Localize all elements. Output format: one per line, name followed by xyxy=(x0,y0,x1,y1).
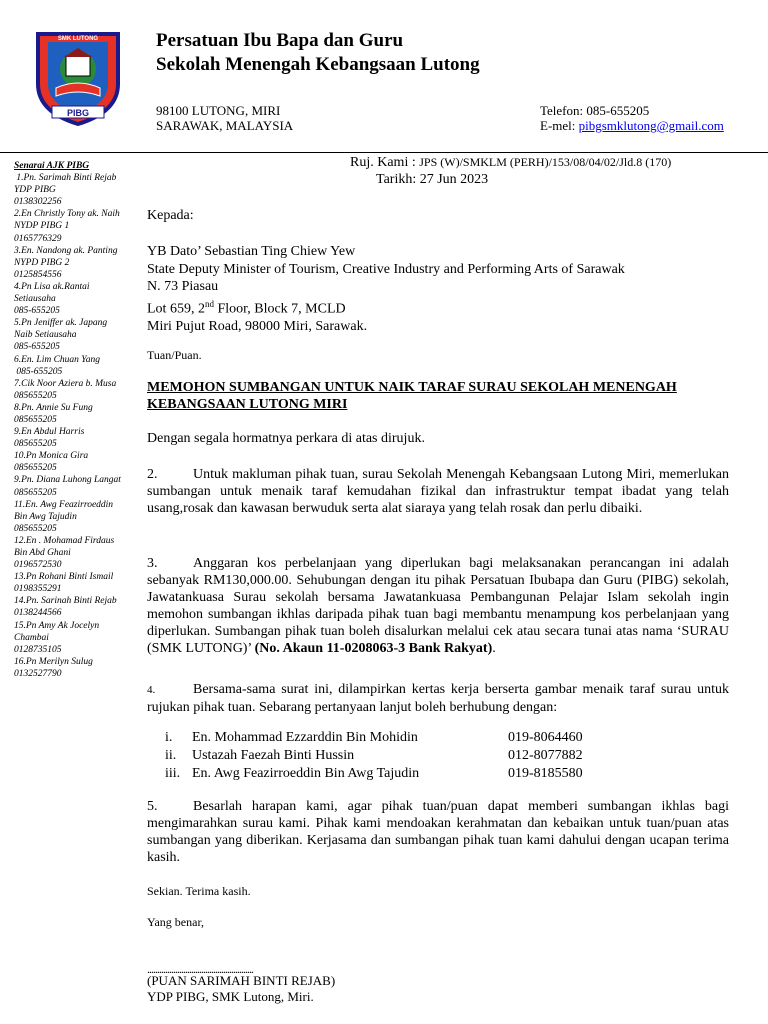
list-item: iii. En. Awg Feazirroeddin Bin Awg Tajudin 019-8185580 xyxy=(165,766,583,781)
paragraph-4: 4. Bersama-sama surat ini, dilampirkan kertas kerja berserta gambar menaik taraf surau untuk rujukan pihak tuan. Sebarang pertanyaan lanjut boleh berhubung dengan: xyxy=(147,682,729,715)
committee-line: 0128735105 xyxy=(14,644,62,655)
committee-line: Chambai xyxy=(14,632,49,643)
committee-line: 2.En Christly Tony ak. Naih xyxy=(14,209,120,220)
address-line: SARAWAK, MALAYSIA xyxy=(156,118,294,133)
email-row xyxy=(540,118,724,133)
committee-line: NYDP PIBG 1 xyxy=(14,221,70,232)
committee-line: 9.En Abdul Harris xyxy=(14,427,85,438)
list-item: i. En. Mohammad Ezzarddin Bin Mohidin 019-8064460 xyxy=(165,730,583,745)
committee-line: 0196572530 xyxy=(14,560,62,571)
committee-line: 0165776329 xyxy=(14,233,62,244)
committee-line: 0125854556 xyxy=(14,269,62,280)
signature-line: ..................................................... xyxy=(147,962,253,976)
committee-line: 0132527790 xyxy=(14,668,62,679)
committee-line: Naib Setiausaha xyxy=(14,330,77,341)
committee-line: 085-655205 xyxy=(14,342,60,353)
letter-date: Tarikh: 27 Jun 2023 xyxy=(376,172,489,187)
committee-line: 16.Pn Merilyn Sulug xyxy=(14,656,93,667)
committee-line: 085655205 xyxy=(14,414,57,425)
yang-benar: Yang benar, xyxy=(147,915,204,929)
committee-line: 10.Pn Monica Gira xyxy=(14,451,89,462)
paragraph-3: 3. Anggaran kos perbelanjaan yang diperlukan bagi melaksanakan perancangan ini adalah sebanyak RM130,000.00. Sehubungan dengan itu pihak Persatuan Ibubapa dan Guru (PIBG) sekolah, Jawatankuasa Surau sekolah bersama Jawatankuasa Pembangunan Pelajar Islam sekolah ingin memohon sumbangan ikhlas daripada pihak tuan bagi membantu menampung kos perbelanjaan yang diperlukan. Sumbangan pihak tuan boleh disalurkan melalui cek atau secara tunai atas nama ‘SURAU (SMK LUTONG)’ (No. Akaun 11-0208063-3 Bank Rakyat). xyxy=(147,556,729,656)
recipient-title: State Deputy Minister of Tourism, Creative Industry and Performing Arts of Sarawak xyxy=(147,261,625,277)
committee-line: 085655205 xyxy=(14,390,57,401)
committee-line: 085655205 xyxy=(14,463,57,474)
committee-line: Bin Awg Tajudin xyxy=(14,511,77,522)
email-link[interactable]: pibgsmklutong@gmail.com xyxy=(578,118,724,133)
org-name-line2: Sekolah Menengah Kebangsaan Lutong xyxy=(156,54,480,75)
email-label: E-mel: xyxy=(540,118,579,133)
committee-line: 7.Cik Noor Aziera b. Musa xyxy=(14,378,117,389)
kepada-label: Kepada: xyxy=(147,208,194,223)
committee-line: 11.En. Awg Feazirroeddin xyxy=(14,499,114,510)
committee-line: 13.Pn Rohani Binti Ismail xyxy=(14,572,114,583)
paragraph-5: 5. Besarlah harapan kami, agar pihak tuan/puan dapat memberi sumbangan ikhlas bagi mengimarahkan surau kami. Pihak kami mendoakan kerahmatan dan kebaikan untuk tuan/puan atas sumbangan yang diberikan. Kerjasama dan sumbangan pihak tuan kami dahului dengan ucapan terima kasih. xyxy=(147,799,729,865)
header-divider xyxy=(0,152,768,153)
ref-label: Ruj. Kami : xyxy=(350,155,420,170)
committee-line: 9.Pn. Diana Luhong Langat xyxy=(14,475,121,486)
logo-label: PIBG xyxy=(66,108,90,118)
committee-line: 085655205 xyxy=(14,523,57,534)
contact-list xyxy=(165,729,583,783)
org-address xyxy=(156,103,293,133)
recipient-block xyxy=(147,243,625,335)
committee-line: 085-655205 xyxy=(14,306,60,317)
committee-line: 085655205 xyxy=(14,487,57,498)
committee-line: 5.Pn Jeniffer ak. Japang xyxy=(14,318,108,329)
committee-list xyxy=(14,172,138,680)
signatory-role: YDP PIBG, SMK Lutong, Miri. xyxy=(147,989,314,1004)
committee-line: 1.Pn. Sarimah Binti Rejab xyxy=(14,173,117,184)
paragraph-1: Dengan segala hormatnya perkara di atas dirujuk. xyxy=(147,431,425,446)
committee-line: 0138302256 xyxy=(14,197,62,208)
account-number: (No. Akaun 11-0208063-3 Bank Rakyat) xyxy=(254,641,493,656)
committee-line: 12.En . Mohamad Firdaus xyxy=(14,535,115,546)
recipient-address: Lot 659, 2nd Floor, Block 7, MCLD xyxy=(147,298,346,317)
committee-line: 15.Pn Amy Ak Jocelyn xyxy=(14,620,100,631)
committee-line: 0138244566 xyxy=(14,608,62,619)
closing-text: Sekian. Terima kasih. xyxy=(147,884,251,898)
committee-line: NYPD PIBG 2 xyxy=(14,257,70,268)
paragraph-2: 2. Untuk makluman pihak tuan, surau Sekolah Menengah Kebangsaan Lutong Miri, memerlukan sumbangan untuk menaik taraf kemudahan fizikal dan infrastruktur tempat ibadat yang telah usang,rosak dan kawasan berwuduk serta alat siaraya yang telah rosak dan perlu dibaiki. xyxy=(147,467,729,516)
list-item: ii. Ustazah Faezah Binti Hussin 012-8077882 xyxy=(165,748,583,763)
committee-line: Setiausaha xyxy=(14,294,56,305)
signatory-name: (PUAN SARIMAH BINTI REJAB) xyxy=(147,973,336,988)
recipient-address: N. 73 Piasau xyxy=(147,279,219,294)
recipient-address: Miri Pujut Road, 98000 Miri, Sarawak. xyxy=(147,318,368,334)
committee-line: 085655205 xyxy=(14,439,57,450)
committee-line: 085-655205 xyxy=(14,366,63,377)
school-logo xyxy=(28,24,128,126)
org-contact xyxy=(540,103,724,133)
committee-line: 0198355291 xyxy=(14,584,62,595)
phone-text: Telefon: 085-655205 xyxy=(540,103,650,118)
committee-line: 14.Pn. Sarinah Binti Rejab xyxy=(14,596,117,607)
ref-value: JPS (W)/SMKLM (PERH)/153/08/04/02/Jld.8 (170) xyxy=(419,155,672,169)
recipient-name: YB Dato’ Sebastian Ting Chiew Yew xyxy=(147,244,356,259)
reference-number xyxy=(350,155,671,171)
committee-line: 8.Pn. Annie Su Fung xyxy=(14,402,93,413)
committee-sidebar xyxy=(14,160,138,680)
committee-line: Bin Abd Ghani xyxy=(14,548,71,558)
committee-line: 3.En. Nandong ak. Panting xyxy=(14,245,118,256)
org-name-line1: Persatuan Ibu Bapa dan Guru xyxy=(156,30,404,51)
letter-subject: MEMOHON SUMBANGAN UNTUK NAIK TARAF SURAU SEKOLAH MENENGAH KEBANGSAAN LUTONG MIRI xyxy=(147,380,677,412)
committee-heading: Senarai AJK PIBG xyxy=(14,161,90,171)
salutation: Tuan/Puan. xyxy=(147,348,202,362)
committee-line: 4.Pn Lisa ak.Rantai xyxy=(14,281,90,292)
address-line: 98100 LUTONG, MIRI xyxy=(156,103,281,118)
committee-line: YDP PIBG xyxy=(14,185,56,196)
committee-line: 6.En. Lim Chuan Yang xyxy=(14,354,100,365)
logo-ring-text: SMK LUTONG xyxy=(57,36,99,42)
